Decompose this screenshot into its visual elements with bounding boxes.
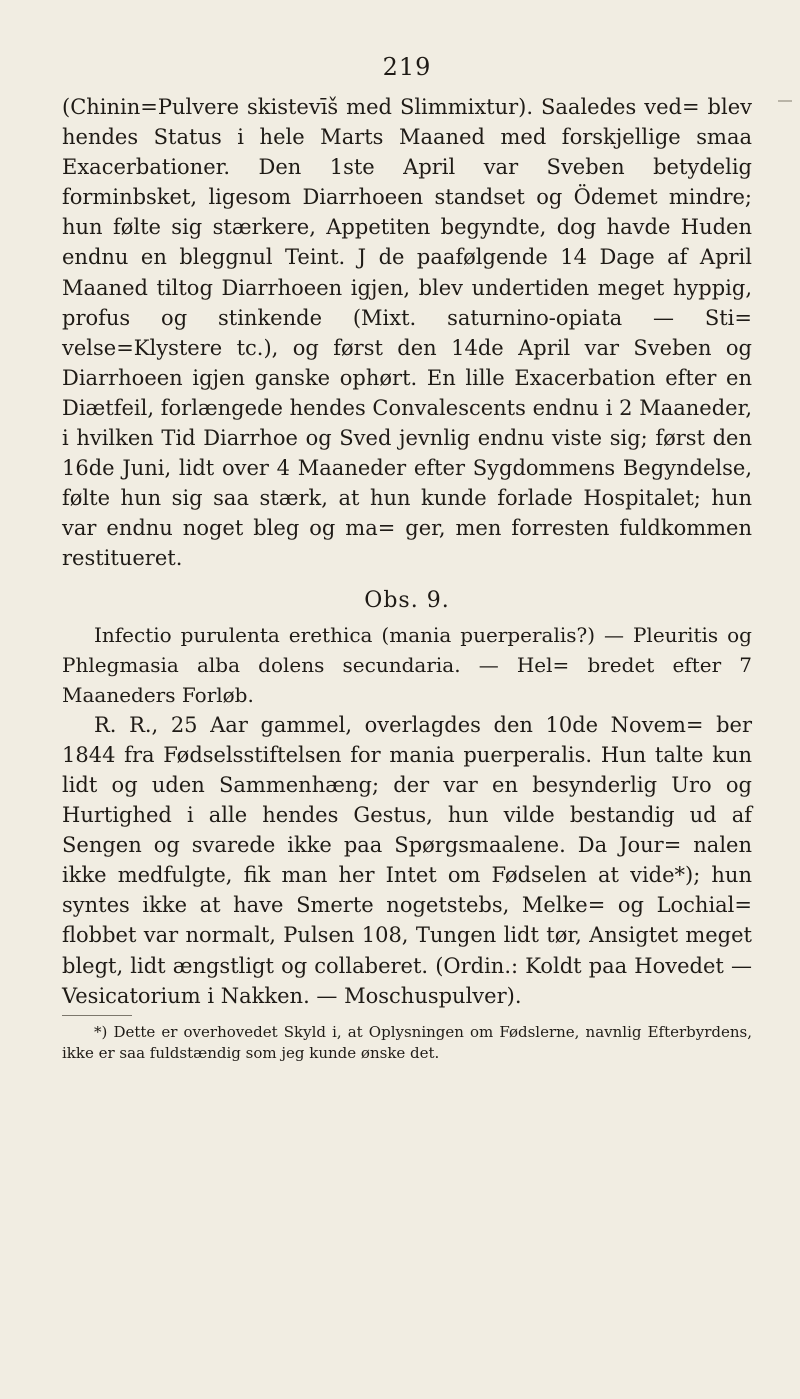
paper-mark — [778, 100, 792, 102]
footnote-rule — [62, 1015, 132, 1016]
observation-heading: Obs. 9. — [364, 587, 450, 613]
paragraph-continuation: (Chinin=Pulvere skistevīš med Slimmixtur). Saaledes ved= blev hendes Status i hele Marts Maaned med forskjellige smaa Exacerbationer. Den 1ste April var Sveben betydelig forminbsket, ligesom Diarrhoeen standset og Ödemet mindre; hun følte sig stærkere, Appetiten begyndte, dog havde Huden endnu en bleggnul Teint. J de paafølgende 14 Dage af April Maaned tiltog Diarrhoeen igjen, blev undertiden meget hyppig, profus og stinkende (Mixt. saturnino-opiata — Sti= velse=Klystere tc.), og først den 14de April var Sveben og Diarrhoeen igjen ganske ophørt. En lille Exacerbation efter en Diætfeil, forlængede hendes Convalescents endnu i 2 Maaneder, i hvilken Tid Diarrhoe og Sved jevnlig endnu viste sig; først den 16de Juni, lidt over 4 Maaneder efter Sygdommens Begyndelse, følte hun sig saa stærk, at hun kunde forlade Hospitalet; hun var endnu noget bleg og ma= ger, men forresten fuldkommen restitueret. — [62, 95, 752, 571]
footnote: *) Dette er overhovedet Skyld i, at Oplysningen om Fødslerne, navnlig Efterbyrdens, ikke er saa fuldstændig som jeg kunde ønske det. — [62, 1022, 752, 1062]
case-description: R. R., 25 Aar gammel, overlagdes den 10de Novem= ber 1844 fra Fødselsstiftelsen for mania puerperalis. Hun talte kun lidt og uden Sammenhæng; der var en besynderlig Uro og Hurtighed i alle hendes Gestus, hun vilde bestandig ud af Sengen og svarede ikke paa Spørgsmaalene. Da Jour= nalen ikke medfulgte, fik man her Intet om Fødselen at vide*); hun syntes ikke at have Smerte nogetstebs, Melke= og Lochial= flobbet var normalt, Pulsen 108, Tungen lidt tør, Ansigtet meget blegt, lidt ængstligt og collaberet. (Ordin.: Koldt paa Hovedet — Vesicatorium i Nakken. — Moschuspulver). — [62, 712, 752, 1008]
case-title: Infectio purulenta erethica (mania puerperalis?) — Pleuritis og Phlegmasia alba dolens secundaria. — Hel= bredet efter 7 Maaneders Forløb. — [62, 622, 752, 707]
page-number: 219 — [382, 53, 432, 81]
